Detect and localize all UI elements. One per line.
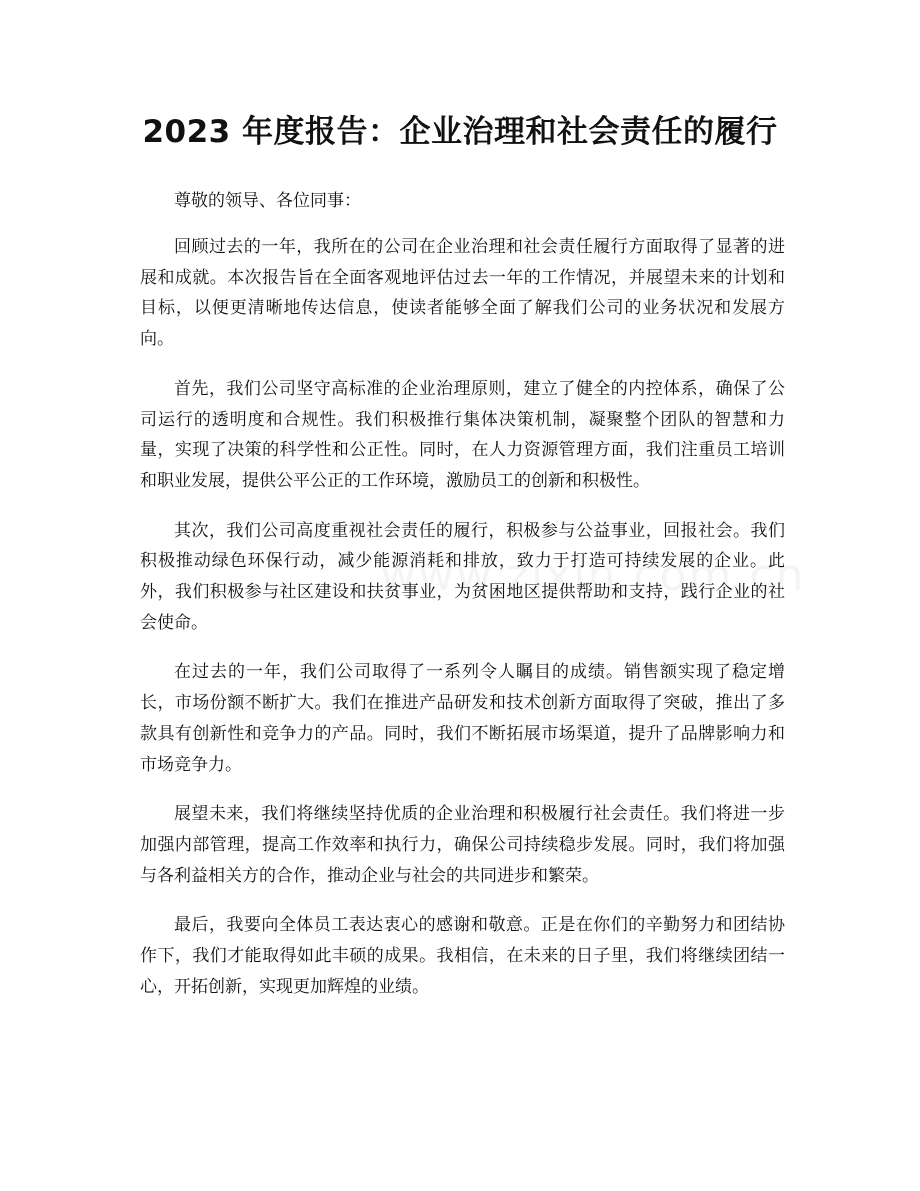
- body-text: [140, 232, 785, 1021]
- paragraph: 首先，我们公司坚守高标准的企业治理原则，建立了健全的内控体系，确保了公司运行的透明度和合规性。我们积极推行集体决策机制，凝聚整个团队的智慧和力量，实现了决策的科学性和公正性。同时，在人力资源管理方面，我们注重员工培训和职业发展，提供公平公正的工作环境，激励员工的创新和积极性。: [140, 378, 785, 491]
- paragraph: 在过去的一年，我们公司取得了一系列令人瞩目的成绩。销售额实现了稳定增长，市场份额不断扩大。我们在推进产品研发和技术创新方面取得了突破，推出了多款具有创新性和竞争力的产品。同时，我们不断拓展市场渠道，提升了品牌影响力和市场竞争力。: [140, 662, 785, 775]
- salutation: 尊敬的领导、各位同事：: [174, 191, 361, 211]
- paragraph: 回顾过去的一年，我所在的公司在企业治理和社会责任履行方面取得了显著的进展和成就。本次报告旨在全面客观地评估过去一年的工作情况，并展望未来的计划和目标，以便更清晰地传达信息，使读者能够全面了解我们公司的业务状况和发展方向。: [140, 237, 785, 350]
- page-title: 2023 年度报告：企业治理和社会责任的履行: [142, 114, 778, 150]
- paragraph: 展望未来，我们将继续坚持优质的企业治理和积极履行社会责任。我们将进一步加强内部管理，提高工作效率和执行力，确保公司持续稳步发展。同时，我们将加强与各利益相关方的合作，推动企业与社会的共同进步和繁荣。: [140, 804, 785, 886]
- paragraph: 最后，我要向全体员工表达衷心的感谢和敬意。正是在你们的辛勤努力和团结协作下，我们才能取得如此丰硕的成果。我相信，在未来的日子里，我们将继续团结一心，开拓创新，实现更加辉煌的业绩。: [140, 915, 785, 997]
- paragraph: 其次，我们公司高度重视社会责任的履行，积极参与公益事业，回报社会。我们积极推动绿色环保行动，减少能源消耗和排放，致力于打造可持续发展的企业。此外，我们积极参与社区建设和扶贫事业，为贫困地区提供帮助和支持，践行企业的社会使命。: [140, 520, 785, 633]
